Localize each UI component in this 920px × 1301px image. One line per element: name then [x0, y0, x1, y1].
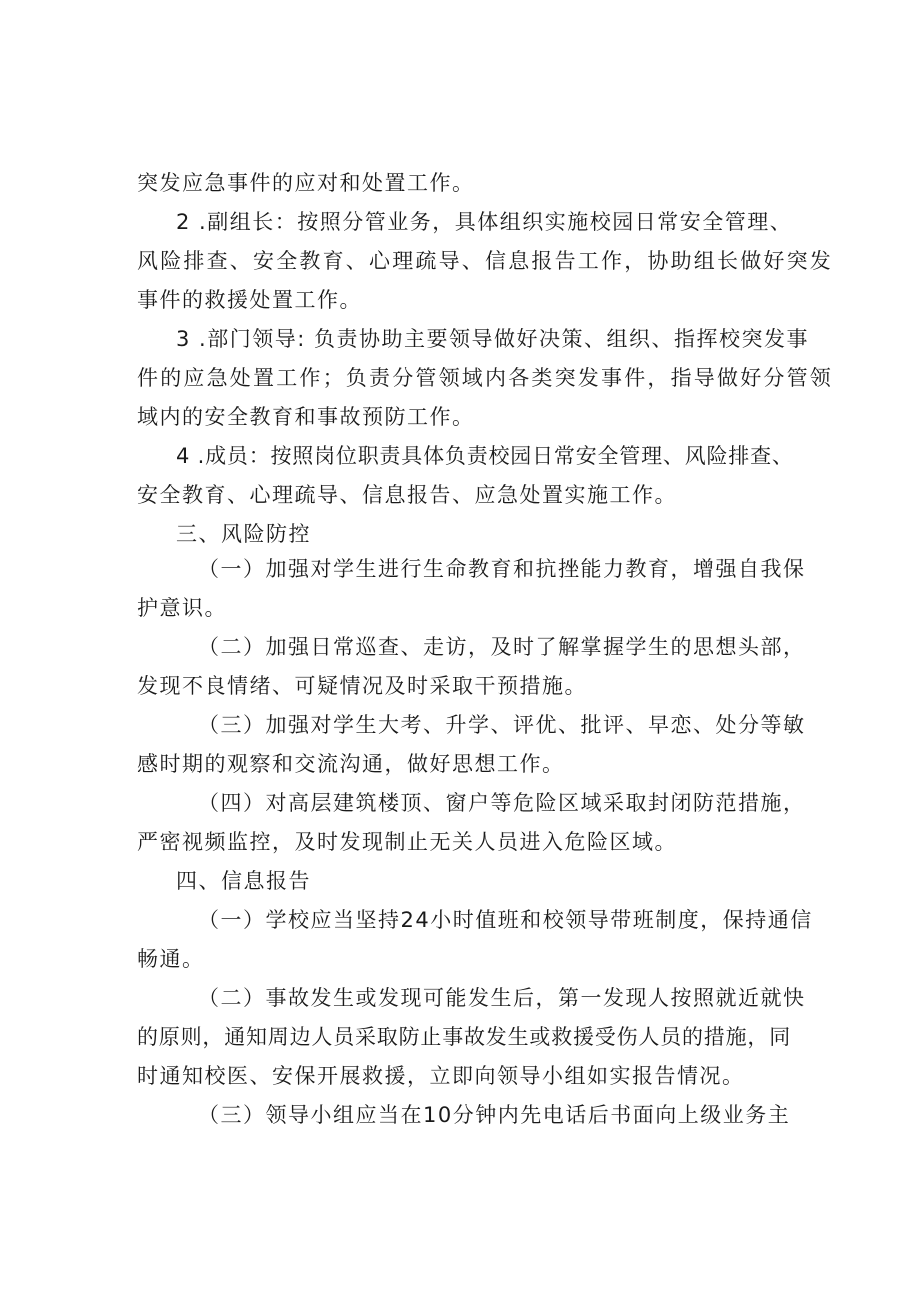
text-line: 风险排查、安全教育、心理疏导、信息报告工作，协助组长做好突发 [137, 249, 833, 273]
item-4-members: 4 .成员：按照岗位职责具体负责校园日常安全管理、风险排查、 [176, 444, 794, 468]
item-2-deputy-leader: 2 .副组长：按照分管业务，具体组织实施校园日常安全管理、 [176, 210, 793, 234]
section-heading-risk-control: 三、风险防控 [176, 522, 311, 546]
text-line: 护意识。 [137, 596, 227, 620]
risk-item-2: （二）加强日常巡查、走访，及时了解掌握学生的思想头部， [198, 635, 806, 659]
text-line: 的原则，通知周边人员采取防止事故发生或救援受伤人员的措施，同 [137, 1025, 791, 1049]
report-item-3: （三）领导小组应当在10分钟内先电话后书面向上级业务主 [198, 1103, 791, 1127]
risk-item-3: （三）加强对学生大考、升学、评优、批评、早恋、处分等敏 [198, 713, 806, 737]
report-item-1: （一）学校应当坚持24小时值班和校领导带班制度，保持通信 [198, 908, 813, 932]
text-line: 时通知校医、安保开展救援，立即向领导小组如实报告情况。 [137, 1064, 745, 1088]
risk-item-4: （四）对高层建筑楼顶、窗户等危险区域采取封闭防范措施， [198, 791, 806, 815]
text-line: 发现不良情绪、可疑情况及时采取干预措施。 [137, 674, 587, 698]
text-line: 事件的救援处置工作。 [137, 288, 362, 312]
text-line: 畅通。 [137, 947, 205, 971]
section-heading-info-report: 四、信息报告 [176, 869, 311, 893]
text-line: 域内的安全教育和事故预防工作。 [137, 405, 475, 429]
text-line: 突发应急事件的应对和处置工作。 [137, 171, 475, 195]
text-line: 感时期的观察和交流沟通，做好思想工作。 [137, 752, 565, 776]
risk-item-1: （一）加强对学生进行生命教育和抗挫能力教育，增强自我保 [198, 557, 806, 581]
item-3-department-leader: 3 .部门领导: 负责协助主要领导做好决策、组织、指挥校突发事 [176, 327, 809, 351]
text-line: 件的应急处置工作；负责分管领域内各类突发事件，指导做好分管领 [137, 366, 833, 390]
text-line: 严密视频监控，及时发现制止无关人员进入危险区域。 [137, 830, 677, 854]
report-item-2: （二）事故发生或发现可能发生后，第一发现人按照就近就快 [198, 986, 806, 1010]
text-line: 安全教育、心理疏导、信息报告、应急处置实施工作。 [137, 483, 677, 507]
